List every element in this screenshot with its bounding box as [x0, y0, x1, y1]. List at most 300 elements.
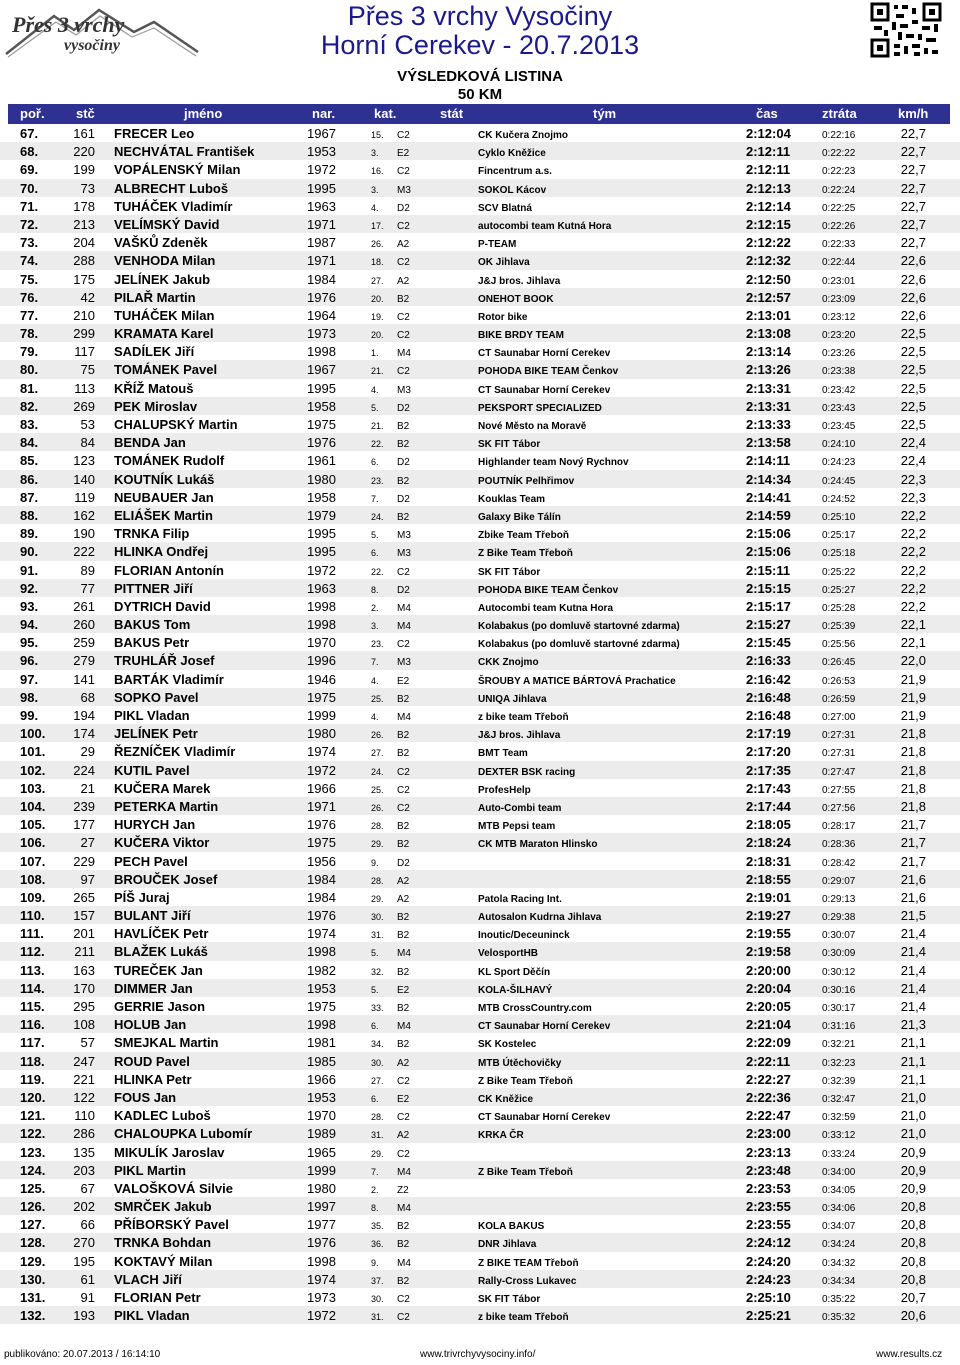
row-team: Galaxy Bike Tálín — [478, 511, 561, 523]
row-rank: 68. — [20, 144, 39, 160]
row-category: M4 — [397, 1257, 411, 1269]
col-header-rank: poř. — [20, 106, 45, 121]
row-team: Highlander team Nový Rychnov — [478, 457, 629, 469]
row-time: 2:16:42 — [746, 671, 791, 687]
row-name: HLINKA Petr — [114, 1071, 192, 1087]
row-born: 1964 — [307, 307, 336, 323]
row-rank: 110. — [20, 908, 45, 924]
row-name: VENHODA Milan — [114, 253, 216, 269]
table-row — [0, 270, 960, 288]
row-category: B2 — [397, 821, 410, 833]
row-category-rank: 28. — [371, 1112, 384, 1123]
row-rank: 94. — [20, 617, 39, 633]
row-speed: 20,9 — [900, 1162, 926, 1178]
row-bib: 270 — [73, 1235, 95, 1251]
row-team: KOLA BAKUS — [478, 1221, 545, 1233]
table-row — [0, 142, 960, 160]
row-speed: 22,5 — [900, 326, 926, 342]
row-category-rank: 5. — [371, 984, 379, 995]
row-born: 1976 — [307, 817, 336, 833]
row-rank: 101. — [20, 744, 46, 760]
row-category-rank: 7. — [371, 657, 379, 668]
col-header-speed: km/h — [898, 106, 929, 121]
row-rank: 75. — [20, 271, 39, 287]
row-bib: 67 — [80, 1180, 95, 1196]
row-speed: 21,1 — [900, 1071, 926, 1087]
row-gap: 0:28:36 — [822, 839, 856, 851]
row-gap: 0:25:39 — [822, 621, 856, 633]
row-category-rank: 22. — [371, 566, 384, 577]
row-category: B2 — [397, 966, 410, 978]
row-category-rank: 1. — [371, 348, 379, 359]
row-time: 2:12:57 — [746, 289, 791, 305]
row-name: PEK Miroslav — [114, 398, 198, 414]
row-time: 2:14:11 — [746, 453, 791, 469]
row-gap: 0:30:07 — [822, 930, 856, 942]
row-time: 2:23:55 — [746, 1199, 791, 1215]
col-header-bib: stč — [76, 106, 95, 121]
row-time: 2:21:04 — [746, 1017, 791, 1033]
row-category-rank: 27. — [371, 1075, 384, 1086]
row-gap: 0:25:17 — [822, 530, 856, 542]
row-team: KL Sport Děčín — [478, 966, 551, 978]
row-rank: 102. — [20, 762, 46, 778]
table-row — [0, 342, 960, 360]
row-gap: 0:23:26 — [822, 348, 856, 360]
row-speed: 22,5 — [900, 398, 926, 414]
row-name: SADÍLEK Jiří — [114, 344, 195, 360]
row-category-rank: 18. — [371, 257, 384, 268]
row-category: E2 — [397, 984, 410, 996]
row-team: CK Kněžice — [478, 1093, 534, 1105]
row-category-rank: 2. — [371, 602, 379, 613]
row-speed: 22,2 — [900, 598, 926, 614]
row-team: SK FIT Tábor — [478, 1294, 541, 1305]
row-speed: 22,2 — [900, 562, 926, 578]
row-born: 1976 — [307, 435, 336, 451]
table-row — [0, 1197, 960, 1215]
row-bib: 113 — [74, 380, 95, 396]
table-row — [0, 1252, 960, 1270]
row-bib: 29 — [80, 744, 95, 760]
row-born: 1967 — [307, 362, 336, 378]
row-time: 2:23:55 — [746, 1217, 791, 1233]
row-bib: 213 — [73, 216, 95, 232]
row-gap: 0:34:00 — [822, 1166, 856, 1178]
row-speed: 21,4 — [900, 926, 926, 942]
row-gap: 0:22:24 — [822, 184, 856, 196]
row-gap: 0:27:31 — [822, 730, 856, 742]
row-bib: 68 — [80, 689, 95, 705]
row-gap: 0:25:10 — [822, 511, 856, 523]
row-category-rank: 33. — [371, 1003, 384, 1013]
table-row — [0, 961, 960, 979]
row-name: BAKUS Petr — [114, 635, 190, 651]
row-category-rank: 31. — [371, 1130, 384, 1141]
row-category: M3 — [397, 530, 411, 542]
row-born: 1953 — [307, 144, 336, 160]
row-gap: 0:23:12 — [822, 311, 856, 323]
row-category: A2 — [397, 1057, 410, 1069]
row-category: A2 — [397, 875, 410, 887]
row-team: J&J bros. Jihlava — [478, 730, 561, 742]
row-rank: 108. — [20, 871, 46, 887]
row-time: 2:23:13 — [746, 1144, 791, 1160]
row-born: 1979 — [307, 507, 336, 523]
table-row — [0, 870, 960, 888]
row-rank: 84. — [20, 435, 39, 451]
row-gap: 0:28:17 — [822, 821, 856, 833]
table-row — [0, 1233, 960, 1251]
row-bib: 201 — [73, 926, 95, 942]
row-name: PILAŘ Martin — [114, 289, 196, 305]
row-category-rank: 3. — [371, 148, 379, 159]
row-speed: 22,7 — [900, 216, 926, 232]
row-team: UNIQA Jihlava — [478, 693, 547, 705]
row-gap: 0:22:44 — [822, 257, 856, 269]
row-bib: 174 — [73, 726, 95, 742]
table-row — [0, 506, 960, 524]
row-name: ŘEZNÍČEK Vladimír — [114, 744, 236, 760]
row-team: Z Bike Team Třeboň — [478, 1166, 573, 1178]
row-born: 1963 — [307, 580, 336, 596]
row-bib: 220 — [73, 144, 95, 160]
row-bib: 27 — [80, 835, 95, 851]
row-speed: 21,3 — [900, 1017, 926, 1033]
row-name: KUČERA Viktor — [114, 835, 210, 851]
row-rank: 81. — [20, 380, 39, 396]
row-category: C2 — [397, 566, 410, 578]
row-category-rank: 23. — [371, 475, 384, 486]
row-bib: 211 — [74, 944, 95, 960]
row-team: SOKOL Kácov — [478, 184, 547, 196]
row-name: NECHVÁTAL František — [114, 144, 255, 160]
row-time: 2:13:58 — [746, 435, 791, 451]
row-team: VelosportHB — [478, 948, 539, 960]
row-category: A2 — [397, 893, 410, 905]
event-website[interactable]: www.trivrchyvysociny.info/ — [420, 1349, 536, 1360]
row-category-rank: 5. — [371, 530, 379, 541]
row-born: 1966 — [307, 1071, 336, 1087]
row-bib: 141 — [73, 671, 95, 687]
row-born: 1973 — [307, 1290, 336, 1305]
row-born: 1974 — [307, 1271, 336, 1287]
table-row — [0, 379, 960, 397]
table-row — [0, 633, 960, 651]
row-category-rank: 22. — [371, 439, 384, 450]
row-category-rank: 35. — [371, 1221, 384, 1232]
row-gap: 0:32:39 — [822, 1075, 856, 1087]
table-row — [0, 542, 960, 560]
table-row — [0, 942, 960, 960]
results-subtitle: VÝSLEDKOVÁ LISTINA — [397, 68, 563, 85]
table-row — [0, 1033, 960, 1051]
table-row — [0, 852, 960, 870]
row-name: PIKL Vladan — [114, 708, 190, 723]
row-bib: 140 — [73, 471, 95, 487]
row-gap: 0:32:47 — [822, 1093, 856, 1105]
row-rank: 116. — [20, 1017, 45, 1033]
row-team: Patola Racing Int. — [478, 893, 562, 905]
row-speed: 22,7 — [900, 144, 926, 160]
row-bib: 157 — [73, 908, 95, 924]
row-rank: 131. — [20, 1290, 46, 1305]
row-category-rank: 30. — [371, 1294, 384, 1304]
row-rank: 104. — [20, 798, 46, 814]
row-gap: 0:22:33 — [822, 239, 856, 251]
row-category-rank: 29. — [371, 893, 384, 904]
row-category-rank: 32. — [371, 966, 384, 977]
row-team: Fincentrum a.s. — [478, 166, 552, 178]
row-team: POUTNÍK Pelhřimov — [478, 475, 575, 487]
row-gap: 0:23:20 — [822, 330, 856, 342]
row-bib: 221 — [73, 1071, 95, 1087]
table-row — [0, 833, 960, 851]
row-rank: 118. — [20, 1053, 45, 1069]
table-row — [0, 1070, 960, 1088]
row-born: 1984 — [307, 271, 336, 287]
row-born: 1966 — [307, 780, 336, 796]
row-time: 2:17:35 — [746, 762, 791, 778]
row-name: FLORIAN Antonín — [114, 562, 224, 578]
table-row — [0, 615, 960, 633]
row-rank: 113. — [20, 962, 45, 978]
row-name: KOKTAVÝ Milan — [114, 1253, 213, 1269]
row-bib: 194 — [73, 708, 95, 723]
table-row — [0, 888, 960, 906]
row-time: 2:17:20 — [746, 744, 791, 760]
row-speed: 21,7 — [900, 835, 926, 851]
row-category: C2 — [397, 220, 410, 232]
row-name: JELÍNEK Petr — [114, 726, 198, 742]
table-row — [0, 761, 960, 779]
row-born: 1953 — [307, 980, 336, 996]
row-speed: 21,9 — [900, 689, 926, 705]
row-category: C2 — [397, 1148, 410, 1160]
row-gap: 0:23:45 — [822, 421, 856, 432]
row-category-rank: 4. — [371, 675, 379, 686]
row-name: ELIÁŠEK Martin — [114, 507, 213, 523]
row-category: M4 — [397, 948, 411, 960]
row-category-rank: 25. — [371, 693, 384, 704]
row-time: 2:15:11 — [746, 562, 791, 578]
row-born: 1998 — [307, 1017, 336, 1033]
svg-text:Přes 3 vrchy: Přes 3 vrchy — [12, 12, 125, 37]
row-team: SCV Blatná — [478, 202, 532, 214]
row-team: CT Saunabar Horní Cerekev — [478, 384, 611, 396]
row-speed: 22,7 — [900, 126, 926, 141]
row-name: PÍŠ Juraj — [114, 889, 170, 905]
row-born: 1995 — [307, 380, 336, 396]
row-team: SK FIT Tábor — [478, 566, 541, 578]
row-name: CHALUPSKÝ Martin — [114, 417, 238, 432]
row-speed: 21,4 — [900, 962, 926, 978]
results-provider[interactable]: www.results.cz — [876, 1349, 943, 1360]
col-header-gap: ztráta — [822, 106, 857, 121]
row-category: E2 — [397, 675, 410, 687]
row-born: 1975 — [307, 835, 336, 851]
row-born: 1972 — [307, 562, 336, 578]
row-bib: 77 — [80, 580, 95, 596]
row-name: MIKULÍK Jaroslav — [114, 1144, 225, 1160]
row-rank: 98. — [20, 689, 39, 705]
row-name: VOPÁLENSKÝ Milan — [114, 162, 241, 178]
row-bib: 288 — [73, 253, 95, 269]
row-born: 1956 — [307, 853, 336, 869]
row-category-rank: 20. — [371, 330, 384, 341]
row-born: 1971 — [307, 253, 336, 269]
row-time: 2:12:32 — [746, 253, 791, 269]
table-row — [0, 233, 960, 251]
row-speed: 22,0 — [900, 653, 926, 669]
row-category-rank: 27. — [371, 748, 384, 759]
row-category-rank: 3. — [371, 621, 379, 632]
row-team: Kouklas Team — [478, 493, 546, 505]
row-gap: 0:34:34 — [822, 1275, 856, 1287]
row-name: HURYCH Jan — [114, 817, 196, 833]
row-rank: 95. — [20, 635, 39, 651]
row-born: 1981 — [307, 1035, 336, 1051]
row-category: C2 — [397, 784, 410, 796]
table-row — [0, 288, 960, 306]
row-name: PIKL Martin — [114, 1162, 186, 1178]
row-name: KOUTNÍK Lukáš — [114, 471, 215, 487]
table-row — [0, 306, 960, 324]
row-name: TOMÁNEK Rudolf — [114, 453, 225, 469]
row-rank: 89. — [20, 526, 39, 542]
row-name: DYTRICH David — [114, 598, 211, 614]
row-name: TRUHLÁŘ Josef — [114, 653, 215, 669]
row-time: 2:25:10 — [746, 1290, 791, 1305]
table-row — [0, 688, 960, 706]
row-category: B2 — [397, 421, 410, 432]
row-rank: 121. — [20, 1108, 46, 1124]
row-team: z bike team Třeboň — [478, 1312, 569, 1324]
row-born: 1976 — [307, 1235, 336, 1251]
row-born: 1980 — [307, 1180, 336, 1196]
row-rank: 111. — [20, 926, 44, 942]
row-team: DNR Jihlava — [478, 1239, 537, 1251]
row-gap: 0:24:45 — [822, 475, 856, 487]
row-gap: 0:34:24 — [822, 1239, 856, 1251]
row-bib: 42 — [80, 289, 95, 305]
row-category: M4 — [397, 1166, 411, 1178]
row-time: 2:16:48 — [746, 708, 791, 723]
row-rank: 129. — [20, 1253, 46, 1269]
row-born: 1958 — [307, 398, 336, 414]
row-category: M3 — [397, 548, 411, 560]
table-row — [0, 979, 960, 997]
row-bib: 286 — [73, 1126, 95, 1142]
row-category-rank: 8. — [371, 1203, 379, 1214]
row-speed: 22,1 — [900, 617, 926, 633]
row-category: C2 — [397, 1294, 410, 1305]
row-team: Nové Město na Moravě — [478, 421, 587, 432]
row-born: 1977 — [307, 1217, 336, 1233]
row-team: Kolabakus (po domluvě startovné zdarma) — [478, 621, 680, 633]
row-rank: 67. — [20, 126, 39, 141]
row-gap: 0:26:59 — [822, 693, 856, 705]
row-speed: 22,5 — [900, 344, 926, 360]
row-born: 1997 — [307, 1199, 336, 1215]
row-speed: 21,0 — [900, 1089, 926, 1105]
row-bib: 178 — [73, 198, 95, 214]
row-bib: 61 — [80, 1271, 95, 1287]
row-rank: 85. — [20, 453, 39, 469]
col-header-name: jméno — [184, 106, 223, 121]
row-bib: 75 — [80, 362, 95, 378]
table-row — [0, 1215, 960, 1233]
table-row — [0, 160, 960, 178]
table-row — [0, 524, 960, 542]
row-team: Z Bike Team Třeboň — [478, 548, 573, 560]
row-rank: 97. — [20, 671, 39, 687]
row-born: 1998 — [307, 617, 336, 633]
row-category: C2 — [397, 639, 410, 651]
row-time: 2:18:55 — [746, 871, 791, 887]
row-speed: 21,4 — [900, 944, 926, 960]
row-gap: 0:25:27 — [822, 584, 856, 596]
row-category: M4 — [397, 621, 411, 633]
row-team: PEKSPORT SPECIALIZED — [478, 402, 602, 414]
row-bib: 239 — [73, 798, 95, 814]
row-team: P-TEAM — [478, 239, 517, 251]
row-team: autocombi team Kutná Hora — [478, 220, 612, 232]
row-time: 2:22:09 — [746, 1035, 791, 1051]
table-row — [0, 651, 960, 669]
row-rank: 88. — [20, 507, 39, 523]
row-born: 1982 — [307, 962, 336, 978]
row-name: BAKUS Tom — [114, 617, 191, 633]
table-row — [0, 742, 960, 760]
row-bib: 203 — [73, 1162, 95, 1178]
row-category-rank: 30. — [371, 912, 384, 923]
row-time: 2:19:55 — [746, 926, 791, 942]
table-row — [0, 251, 960, 269]
row-name: JELÍNEK Jakub — [114, 271, 211, 287]
row-speed: 21,7 — [900, 853, 926, 869]
row-speed: 22,2 — [900, 507, 926, 523]
row-bib: 210 — [73, 307, 95, 323]
table-row — [0, 488, 960, 506]
row-category: B2 — [397, 839, 410, 851]
row-name: PECH Pavel — [114, 853, 188, 869]
row-category-rank: 4. — [371, 384, 379, 395]
row-name: HLINKA Ondřej — [114, 544, 209, 560]
row-bib: 170 — [73, 980, 95, 996]
row-bib: 163 — [73, 962, 95, 978]
row-time: 2:17:44 — [746, 798, 791, 814]
row-gap: 0:27:47 — [822, 766, 856, 778]
table-row — [0, 1270, 960, 1288]
row-gap: 0:23:38 — [822, 366, 856, 378]
row-speed: 21,8 — [900, 762, 926, 778]
row-time: 2:12:22 — [746, 235, 791, 251]
row-bib: 199 — [73, 162, 95, 178]
row-name: KADLEC Luboš — [114, 1108, 211, 1124]
row-born: 1976 — [307, 908, 336, 924]
table-row — [0, 815, 960, 833]
row-time: 2:13:31 — [746, 398, 791, 414]
row-team: MTB Útěchovičky — [478, 1057, 562, 1069]
row-category-rank: 28. — [371, 821, 384, 832]
row-category-rank: 26. — [371, 239, 384, 250]
row-team: Kolabakus (po domluvě startovné zdarma) — [478, 639, 680, 651]
row-born: 1984 — [307, 889, 336, 905]
row-bib: 91 — [80, 1290, 95, 1305]
table-row — [0, 470, 960, 488]
row-bib: 295 — [73, 999, 95, 1014]
